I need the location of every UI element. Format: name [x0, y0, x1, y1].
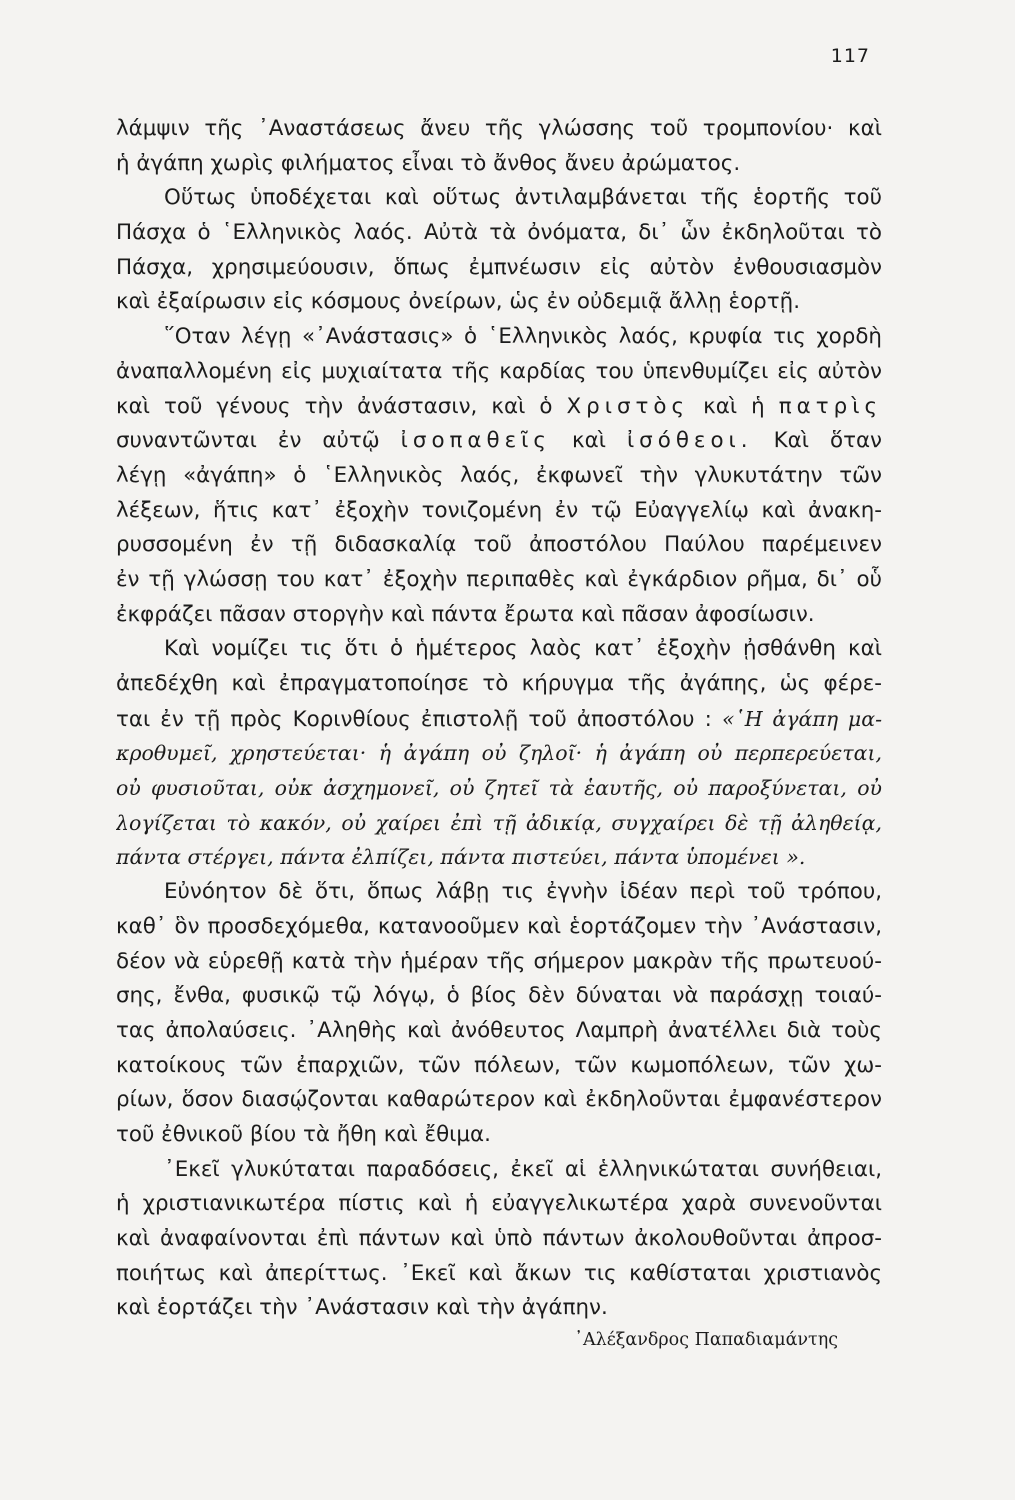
text-segment: Καὶ νομίζει τις ὅτι ὁ ἡμέτερος λαὸς κατ᾿ ἐξοχὴν ᾐσθάνθη καὶ — [164, 636, 882, 662]
text-line — [116, 1014, 882, 1049]
text-line — [116, 147, 882, 182]
italic-quote-segment: «῾Η ἀγάπη μα- — [721, 706, 882, 731]
text-segment: τας ἀπολαύσεις. ᾿Αληθὴς καὶ ἀνόθευτος Λαμπρὴ ἀνατέλλει διὰ τοὺς — [116, 1017, 882, 1043]
text-line — [116, 1187, 882, 1222]
signature: ᾿Αλέξανδρος Παπαδιαμάντης — [574, 1330, 838, 1351]
text-line — [116, 528, 882, 563]
text-segment: ρίων, ὅσον διασῴζονται καθαρώτερον καὶ ἐκδηλοῦνται ἐμφανέστερον — [116, 1087, 882, 1113]
spaced-emphasis-segment: ἰσοπαθεῖς — [400, 428, 551, 454]
text-line — [116, 390, 882, 425]
text-segment: καὶ ἑορτάζει τὴν ᾿Ανάστασιν καὶ τὴν ἀγάπην. — [116, 1295, 608, 1321]
italic-quote-segment: κροθυμεῖ, χρηστεύεται· ἡ ἀγάπη οὐ ζηλοῖ· ἡ ἀγάπη οὐ περπερεύεται, — [116, 741, 882, 766]
text-line — [116, 1291, 882, 1326]
text-line — [116, 181, 882, 216]
text-segment: Καὶ ὅταν — [752, 428, 882, 454]
text-line — [116, 494, 882, 529]
text-line — [116, 945, 882, 980]
text-line — [116, 424, 882, 459]
text-line — [116, 840, 882, 875]
text-line — [116, 736, 882, 771]
text-segment: ρυσσομένη ἐν τῇ διδασκαλίᾳ τοῦ ἀποστόλου Παύλου παρέμεινεν — [116, 532, 882, 558]
text-line — [116, 632, 882, 667]
text-segment: ᾿Εκεῖ γλυκύταται παραδόσεις, ἐκεῖ αἱ ἑλληνικώταται συνήθειαι, — [164, 1156, 882, 1182]
text-segment: καὶ — [550, 428, 627, 454]
text-segment: καὶ τοῦ γένους τὴν ἀνάστασιν, καὶ ὁ — [116, 393, 567, 419]
text-segment: λέγῃ «ἀγάπη» ὁ ῾Ελληνικὸς λαός, ἐκφωνεῖ τὴν γλυκυτάτην τῶν — [116, 462, 882, 488]
text-line — [116, 459, 882, 494]
text-line — [116, 979, 882, 1014]
text-segment: κατοίκους τῶν ἐπαρχιῶν, τῶν πόλεων, τῶν κωμοπόλεων, τῶν χω- — [116, 1052, 882, 1078]
text-line — [116, 251, 882, 286]
text-line — [116, 910, 882, 945]
text-segment: ῞Οταν λέγῃ «᾿Ανάστασις» ὁ ῾Ελληνικὸς λαός, κρυφία τις χορδὴ — [164, 324, 882, 350]
text-segment: λέξεων, ἥτις κατ᾿ ἐξοχὴν τονιζομένη ἐν τῷ Εὐαγγελίῳ καὶ ἀνακη- — [116, 497, 882, 523]
text-line — [116, 285, 882, 320]
text-segment: Οὕτως ὑποδέχεται καὶ οὕτως ἀντιλαμβάνεται τῆς ἑορτῆς τοῦ — [164, 185, 882, 211]
text-line — [116, 1153, 882, 1188]
text-line — [116, 216, 882, 251]
page-number: 117 — [830, 45, 870, 67]
text-line — [116, 771, 882, 806]
text-segment: συναντῶνται ἐν αὐτῷ — [116, 428, 401, 454]
text-segment: δέον νὰ εὑρεθῇ κατὰ τὴν ἡμέραν τῆς σήμερον μακρὰν τῆς πρωτευού- — [116, 948, 882, 974]
text-line — [116, 806, 882, 841]
text-segment: ποιήτως καὶ ἀπερίττως. ᾿Εκεῖ καὶ ἄκων τις καθίσταται χριστιανὸς — [116, 1260, 882, 1286]
text-segment: Εὐνόητον δὲ ὅτι, ὅπως λάβῃ τις ἐγνὴν ἰδέαν περὶ τοῦ τρόπου, — [164, 879, 882, 905]
text-segment: καὶ ἀναφαίνονται ἐπὶ πάντων καὶ ὑπὸ πάντων ἀκολουθοῦνται ἀπροσ- — [116, 1226, 882, 1251]
text-segment: Πάσχα, χρησιμεύουσιν, ὅπως ἐμπνέωσιν εἰς αὐτὸν ἐνθουσιασμὸν — [116, 254, 882, 280]
text-line — [116, 667, 882, 702]
text-line — [116, 563, 882, 598]
text-line — [116, 1257, 882, 1292]
spaced-emphasis-segment: Χριστὸς — [566, 393, 690, 419]
text-line — [116, 1222, 882, 1257]
text-line — [116, 112, 882, 147]
text-line — [116, 1049, 882, 1084]
text-line — [116, 355, 882, 390]
text-segment: σης, ἔνθα, φυσικῷ τῷ λόγῳ, ὁ βίος δὲν δύναται νὰ παράσχῃ τοιαύ- — [116, 983, 882, 1009]
text-segment: ται ἐν τῇ πρὸς Κορινθίους ἐπιστολῇ τοῦ ἀποστόλου : — [116, 706, 722, 732]
text-segment: ἐν τῇ γλώσσῃ του κατ᾿ ἐξοχὴν περιπαθὲς καὶ ἐγκάρδιον ρῆμα, δι᾿ οὗ — [116, 566, 882, 592]
text-segment: ἀπεδέχθη καὶ ἐπραγματοποίησε τὸ κήρυγμα τῆς ἀγάπης, ὡς φέρε- — [116, 671, 882, 696]
spaced-emphasis-segment: πατρὶς — [778, 393, 882, 419]
text-segment: καθ᾿ ὃν προσδεχόμεθα, κατανοοῦμεν καὶ ἑορτάζομεν τὴν ᾿Ανάστασιν, — [116, 913, 882, 939]
text-segment: ἡ χριστιανικωτέρα πίστις καὶ ἡ εὐαγγελικωτέρα χαρὰ συνενοῦνται — [116, 1191, 882, 1217]
text-line — [116, 875, 882, 910]
text-segment: ἀναπαλλομένη εἰς μυχιαίτατα τῆς καρδίας του ὑπενθυμίζει εἰς αὐτὸν — [116, 358, 882, 384]
italic-quote-segment: πάντα στέργει, πάντα ἐλπίζει, πάντα πιστεύει, πάντα ὑπομένει ». — [116, 845, 806, 870]
text-segment: λάμψιν τῆς ᾿Αναστάσεως ἄνευ τῆς γλώσσης τοῦ τρομπονίου· καὶ — [116, 116, 882, 141]
text-line — [116, 320, 882, 355]
text-line — [116, 702, 882, 737]
text-segment: τοῦ ἐθνικοῦ βίου τὰ ἤθη καὶ ἔθιμα. — [116, 1121, 491, 1147]
spaced-emphasis-segment: ἰσόθεοι. — [626, 428, 753, 454]
text-line — [116, 1118, 882, 1153]
body-text — [116, 112, 882, 1350]
text-segment: ἐκφράζει πᾶσαν στοργὴν καὶ πάντα ἔρωτα καὶ πᾶσαν ἀφοσίωσιν. — [116, 601, 815, 627]
italic-quote-segment: λογίζεται τὸ κακόν, οὐ χαίρει ἐπὶ τῇ ἀδικίᾳ, συγχαίρει δὲ τῇ ἀληθείᾳ, — [116, 810, 882, 835]
text-line — [116, 598, 882, 633]
text-segment: καὶ ἐξαίρωσιν εἰς κόσμους ὀνείρων, ὡς ἐν οὐδεμιᾷ ἄλλῃ ἑορτῇ. — [116, 289, 800, 315]
text-segment: ἡ ἀγάπη χωρὶς φιλήματος εἶναι τὸ ἄνθος ἄνευ ἀρώματος. — [116, 150, 741, 176]
text-segment: Πάσχα ὁ ῾Ελληνικὸς λαός. Αὐτὰ τὰ ὀνόματα, δι᾿ ὧν ἐκδηλοῦται τὸ — [116, 220, 882, 246]
text-line — [116, 1083, 882, 1118]
italic-quote-segment: οὐ φυσιοῦται, οὐκ ἀσχημονεῖ, οὐ ζητεῖ τὰ ἑαυτῆς, οὐ παροξύνεται, οὐ — [116, 776, 882, 801]
text-segment: καὶ ἡ — [689, 393, 779, 419]
